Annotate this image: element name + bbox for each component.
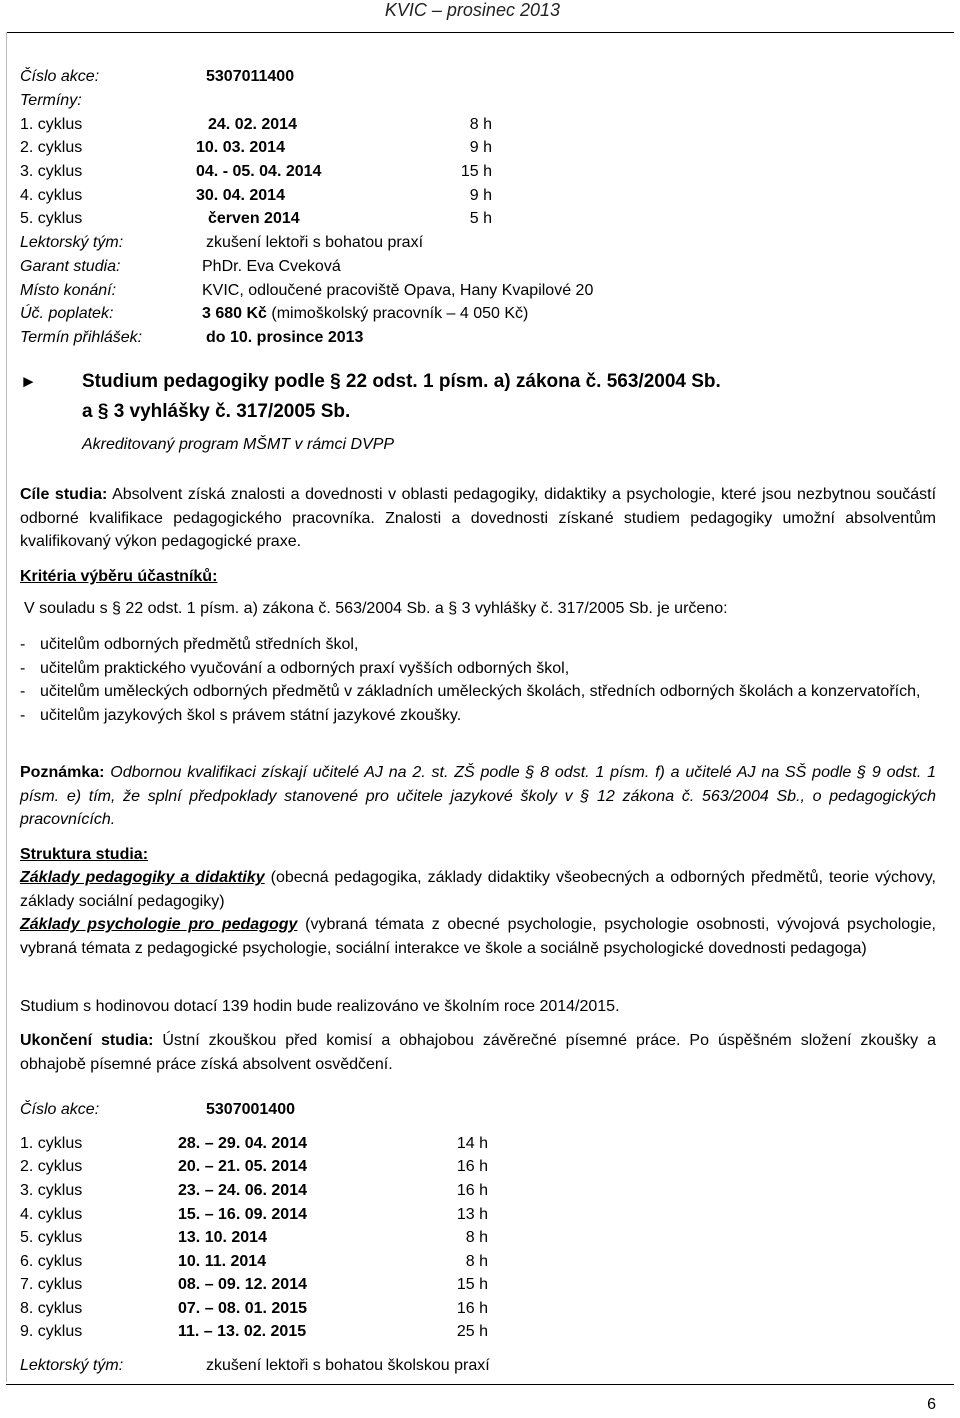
poplatek-amount: 3 680 Kč [202,305,267,322]
list-item: - učitelům praktického vyučování a odborných praxí vyšších odborných škol, [20,659,570,677]
cycle-hours: 15 h [456,1276,488,1293]
cycle-date: 08. – 09. 12. 2014 [178,1276,307,1293]
cislo-akce-value: 5307011400 [206,68,295,85]
header-rule [6,32,954,33]
cycle-label: 5. cyklus [20,1229,83,1246]
cile-paragraph [20,483,936,554]
termin-label: Termín přihlášek: [20,329,143,346]
cycle-hours: 14 h [456,1135,488,1152]
cycle-date: 23. – 24. 06. 2014 [178,1182,307,1199]
cycle-label: 6. cyklus [20,1253,83,1270]
cile-text: Absolvent získá znalosti a dovednosti v oblasti pedagogiky, didaktiky a psychologie, které jsou nezbytnou součástí odborné kvalifikace pedagogického pracovníka. Znalosti a dovednosti získané studiem pedagogiky umožní absolventům kvalifikovaný výkon pedagogické praxe. [20,486,937,550]
cycle-label: 4. cyklus [20,1206,83,1223]
list-item: - učitelům odborných předmětů středních škol, [20,636,359,653]
ukonceni-paragraph [20,1029,936,1076]
kriteria-list [20,633,936,727]
cycle-hours: 8 h [465,1253,488,1270]
ukonceni-label: Ukončení studia: [20,1032,154,1049]
list-item-text: učitelům uměleckých odborných předmětů v základních uměleckých školách, středních odborných školách a konzervatořích, [40,683,921,700]
cycle-label: 3. cyklus [20,163,83,180]
cycle-hours: 16 h [456,1182,488,1199]
garant-label: Garant studia: [20,258,121,275]
page-number: 6 [927,1396,936,1413]
poznamka-label: Poznámka: [20,764,105,781]
cycle-label: 2. cyklus [20,139,83,156]
struktura-part-2-text: (vybraná témata z obecné psychologie, psychologie osobnosti, vývojová psychologie, vybraná témata z pedagogické psychologie, sociální interakce ve škole a sociálně psychologické dovednosti pedagoga) [20,916,937,957]
footer-rule [6,1384,954,1385]
cycle-date: 15. – 16. 09. 2014 [178,1206,307,1223]
cycle-hours: 9 h [469,139,492,156]
triangle-bullet-icon: ► [20,372,37,391]
struktura-part-1 [20,866,936,913]
cycle-date: 28. – 29. 04. 2014 [178,1135,307,1152]
cycle-date: 20. – 21. 05. 2014 [178,1158,307,1175]
cycle-label: 1. cyklus [20,116,83,133]
cycle-label: 2. cyklus [20,1158,83,1175]
cycle-date: 30. 04. 2014 [196,187,285,204]
cycle-date: 07. – 08. 01. 2015 [178,1300,307,1317]
misto-value: KVIC, odloučené pracoviště Opava, Hany Kvapilové 20 [202,282,594,299]
poplatek-value [202,303,528,325]
kriteria-intro: V souladu s § 22 odst. 1 písm. a) zákona č. 563/2004 Sb. a § 3 vyhlášky č. 317/2005 Sb. je určeno: [24,600,728,617]
akreditace-note: Akreditovaný program MŠMT v rámci DVPP [82,436,395,453]
list-item-text: učitelům praktického vyučování a odborných praxí vyšších odborných škol, [40,659,570,677]
cislo-akce-value: 5307001400 [206,1101,295,1118]
heading-line-2: a § 3 vyhlášky č. 317/2005 Sb. [82,401,351,422]
kriteria-label: Kritéria výběru účastníků: [20,568,218,585]
struktura-part-1-text: (obecná pedagogika, základy didaktiky všeobecných a odborných předmětů, teorie výchovy, základy sociální pedagogiky) [20,869,936,910]
lektorsky-value: zkušení lektoři s bohatou školskou praxí [206,1357,490,1374]
cycle-label: 9. cyklus [20,1323,83,1340]
cycle-hours: 16 h [456,1300,488,1317]
cycle-date: 11. – 13. 02. 2015 [178,1323,307,1340]
poznamka-text: Odbornou kvalifikaci získají učitelé AJ na 2. st. ZŠ podle § 8 odst. 1 písm. f) a učitelé AJ na SŠ podle § 9 odst. 1 písm. e) tím, že splní předpoklady stanovené pro učitele jazykové školy v § 12 zákona č. 563/2004 Sb., o pedagogických pracovnících. [20,764,936,828]
cycle-hours: 15 h [460,163,492,180]
ukonceni-text: Ústní zkouškou před komisí a obhajobou závěrečné písemné práce. Po úspěšném složení zkoušky a obhajobě písemné práce získá absolvent osvědčení. [20,1032,937,1073]
lektorsky-label: Lektorský tým: [20,234,124,251]
cycle-hours: 9 h [469,187,492,204]
list-item-text: učitelům odborných předmětů středních škol, [40,636,359,653]
cycle-date: červen 2014 [208,210,300,227]
garant-value: PhDr. Eva Cveková [202,258,341,275]
cycle-label: 7. cyklus [20,1276,83,1293]
poznamka-paragraph [20,761,936,832]
cycle-label: 8. cyklus [20,1300,83,1317]
struktura-part-1-title: Základy pedagogiky a didaktiky [20,869,265,886]
list-item: - učitelům uměleckých odborných předmětů v základních uměleckých školách, středních odborných školách a konzervatořích, [20,683,921,700]
cycle-label: 5. cyklus [20,210,83,227]
cycle-hours: 25 h [456,1323,488,1340]
page-header: KVIC – prosinec 2013 [384,0,560,20]
struktura-part-2-title: Základy psychologie pro pedagogy [20,916,298,933]
lektorsky-label: Lektorský tým: [20,1357,124,1374]
left-border-rule [6,32,7,1382]
cycle-label: 4. cyklus [20,187,83,204]
cycle-label: 1. cyklus [20,1135,83,1152]
list-item-text: učitelům jazykových škol s právem státní jazykové zkoušky. [40,706,462,724]
cycle-hours: 5 h [469,210,492,227]
heading-line-1: Studium pedagogiky podle § 22 odst. 1 písm. a) zákona č. 563/2004 Sb. [82,371,721,392]
cycle-date: 13. 10. 2014 [178,1229,267,1246]
cycle-date: 24. 02. 2014 [208,116,297,133]
cycle-date: 10. 03. 2014 [196,139,285,156]
struktura-part-2 [20,913,936,960]
cislo-akce-label: Číslo akce: [20,68,100,85]
cile-label: Cíle studia: [20,486,108,503]
cycle-date: 10. 11. 2014 [178,1253,267,1270]
kriteria-heading [20,565,936,589]
cycle-date: 04. - 05. 04. 2014 [196,163,322,180]
cycle-hours: 8 h [469,116,492,133]
termin-value: do 10. prosince 2013 [206,329,364,346]
dotace-paragraph: Studium s hodinovou dotací 139 hodin bude realizováno ve školním roce 2014/2015. [20,998,620,1015]
terminy-label: Termíny: [20,92,82,109]
cycle-hours: 13 h [456,1206,488,1223]
list-item: - učitelům jazykových škol s právem státní jazykové zkoušky. [20,706,462,724]
cycle-hours: 16 h [456,1158,488,1175]
lektorsky-value: zkušení lektoři s bohatou praxí [206,234,424,251]
misto-label: Místo konání: [20,282,117,299]
cislo-akce-label: Číslo akce: [20,1101,100,1118]
cycle-hours: 8 h [465,1229,488,1246]
struktura-label: Struktura studia: [20,846,149,863]
cycle-label: 3. cyklus [20,1182,83,1199]
poplatek-label: Úč. poplatek: [20,305,114,322]
poplatek-note: (mimoškolský pracovník – 4 050 Kč) [266,305,529,322]
struktura-heading [20,843,936,867]
